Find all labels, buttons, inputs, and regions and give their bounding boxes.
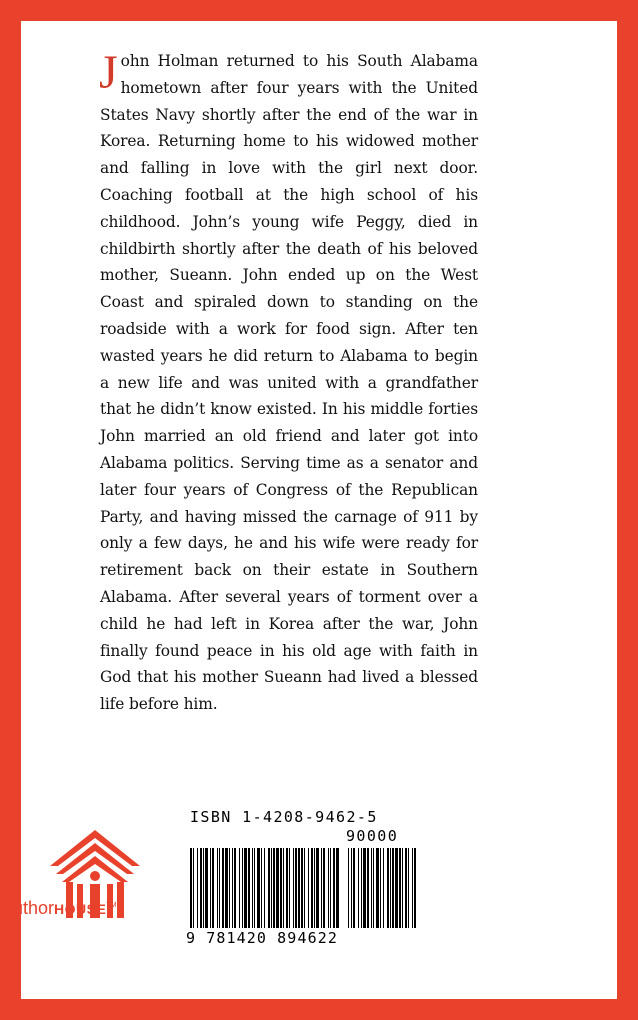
barcode-bar [321,848,322,928]
barcode-bar [273,848,275,928]
barcode-addon-bar [348,848,349,928]
barcode-bar [295,848,297,928]
barcode-bar [304,848,305,928]
barcode-addon-bar [371,848,372,928]
publisher-logo-wordmark: authorHOUSE™ [3,898,117,918]
barcode-addon-bar [405,848,407,928]
barcode-addon-bar [351,848,352,928]
barcode-bar [280,848,282,928]
barcode-bar [203,848,204,928]
barcode-addon-bar [387,848,389,928]
barcode-bar [212,848,214,928]
isbn-label: ISBN 1-4208-9462-5 [190,808,378,826]
ean-digits: 9 781420 894622 [186,929,338,947]
barcode-bar [197,848,198,928]
barcode-addon-bar [414,848,416,928]
barcode-image [190,848,416,928]
barcode-bar [286,848,288,928]
barcode-bar [336,848,339,928]
barcode-bar [328,848,329,928]
barcode-bar [271,848,272,928]
barcode-bar [234,848,236,928]
drop-cap: J [99,46,118,99]
barcode-bar [308,848,309,928]
barcode-bar [330,848,331,928]
barcode-addon-bar [376,848,379,928]
barcode-bar [225,848,228,928]
barcode-bar [248,848,250,928]
barcode-addon-bar [399,848,401,928]
barcode-bar [252,848,253,928]
barcode-bar [268,848,270,928]
barcode-bar [222,848,224,928]
barcode-bar [217,848,218,928]
barcode-addon-bar [380,848,381,928]
barcode-bar [301,848,303,928]
barcode-bar [264,848,265,928]
barcode-addon-bar [363,848,366,928]
barcode-addon-bar [383,848,384,928]
barcode-bar [293,848,294,928]
barcode-addon-bar [408,848,409,928]
barcode-addon-bar [392,848,394,928]
barcode-bar [229,848,230,928]
barcode-addon-bar [358,848,359,928]
barcode-bar [210,848,211,928]
barcode-bar [311,848,313,928]
barcode-bar [316,848,319,928]
barcode-addon-bar [390,848,391,928]
barcode-addon-bar [367,848,369,928]
barcode-addon-bar [361,848,362,928]
barcode-bar [242,848,243,928]
barcode-bar [244,848,247,928]
barcode-addon-bar [412,848,413,928]
barcode-addon-bar [402,848,403,928]
barcode-bar [314,848,315,928]
barcode-bar [298,848,300,928]
barcode-bar [219,848,220,928]
barcode-bar [193,848,194,928]
barcode-bar [261,848,262,928]
barcode-bar [239,848,240,928]
barcode-bar [232,848,233,928]
barcode-bar [276,848,279,928]
barcode-bar [254,848,255,928]
barcode-bar [283,848,284,928]
barcode-bar [323,848,325,928]
barcode-addon-bar [373,848,374,928]
barcode-bar [257,848,260,928]
barcode-bar [200,848,202,928]
barcode-bar [205,848,208,928]
blurb-text: ohn Holman returned to his South Alabama hometown after four years with the United States Navy shortly after the end of the war in Korea. Returning home to his widowed mother and falling in love with the girl next door. Coaching football at the high school of his childhood. John’s young wife Peggy, died in childbirth shortly after the death of his beloved mother, Sueann. John ended up on the West Coast and spiraled down to standing on the roadside with a work for food sign. After ten wasted years he did return to Alabama to begin a new life and was united with a grandfather that he didn’t know existed. In his middle forties John married an old friend and later got into Alabama politics. Serving time as a senator and later four years of Congress of the Republican Party, and having missed the carnage of 911 by only a few days, he and his wife were ready for retirement back on their estate in Southern Alabama. After several years of torment over a child he had left in Korea after the war, John finally found peace in his old age with faith in God that his mother Sueann had lived a blessed life before him. [100,52,478,714]
back-cover-blurb [100,48,478,718]
barcode-bar [190,848,192,928]
barcode-addon-bar [395,848,398,928]
barcode-addon-bar [353,848,355,928]
barcode-bar [333,848,335,928]
barcode-bar [289,848,290,928]
price-code: 90000 [346,827,399,845]
